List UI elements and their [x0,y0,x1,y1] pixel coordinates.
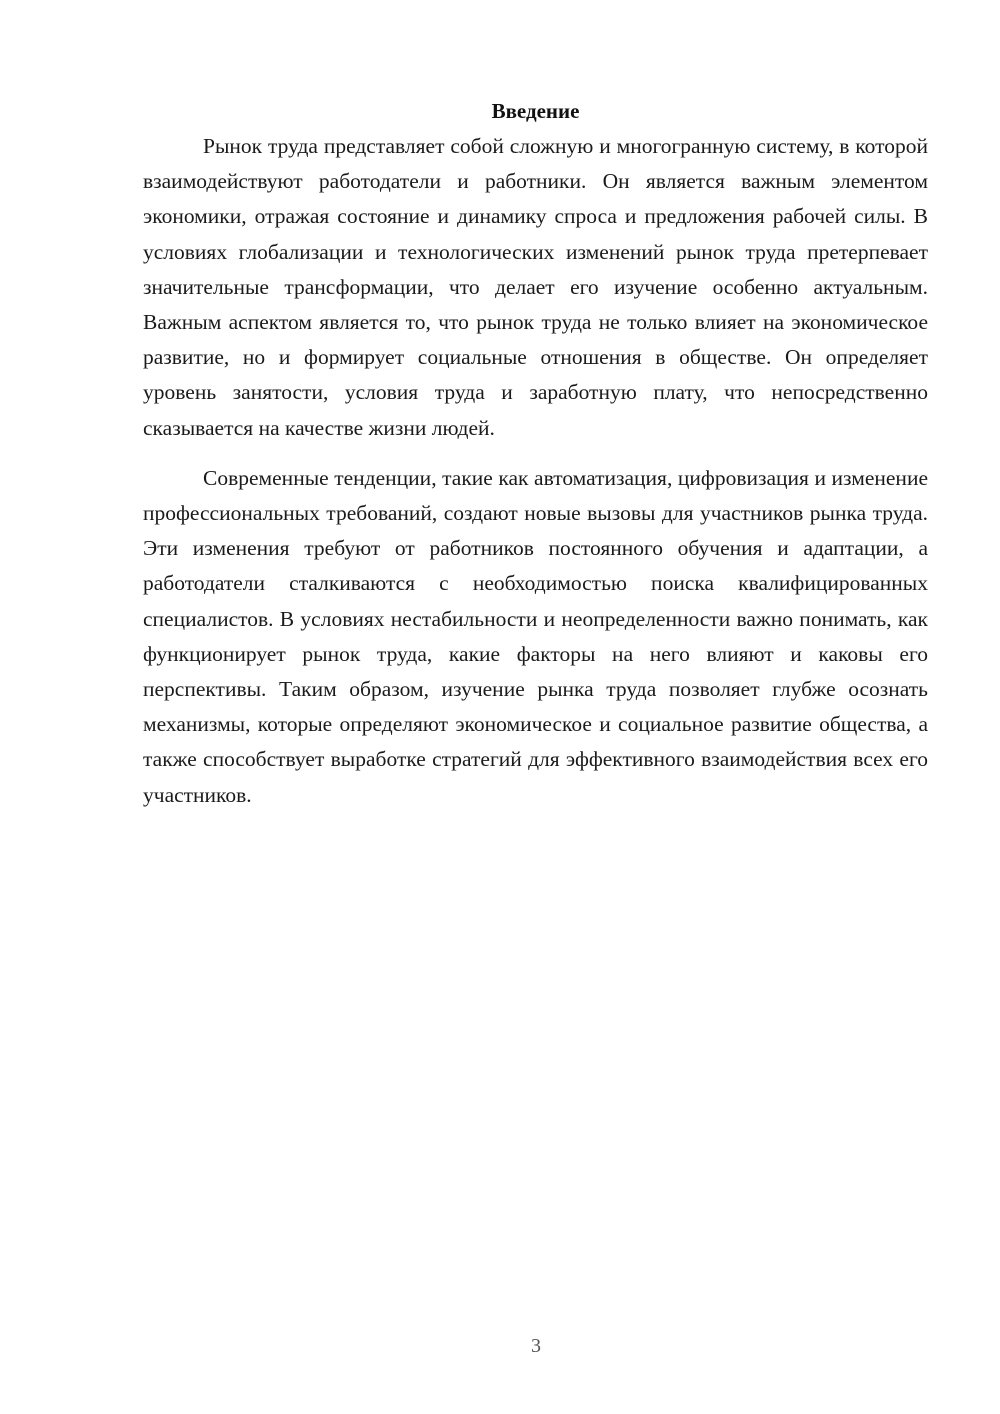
page-content [143,96,928,813]
page-number: 3 [531,1335,541,1357]
paragraph-intro: Рынок труда представляет собой сложную и многогранную систему, в которой взаимодействуют работодатели и работники. Он является важным элементом экономики, отражая состояние и динамику спроса и предложения рабочей силы. В условиях глобализации и технологических изменений рынок труда претерпевает значительные трансформации, что делает его изучение особенно актуальным. Важным аспектом является то, что рынок труда не только влияет на экономическое развитие, но и формирует социальные отношения в обществе. Он определяет уровень занятости, условия труда и заработную плату, что непосредственно сказывается на качестве жизни людей. [143,134,928,440]
paragraph-trends: Современные тенденции, такие как автоматизация, цифровизация и изменение профессиональных требований, создают новые вызовы для участников рынка труда. Эти изменения требуют от работников постоянного обучения и адаптации, а работодатели сталкиваются с необходимостью поиска квалифицированных специалистов. В условиях нестабильности и неопределенности важно понимать, как функционирует рынок труда, какие факторы на него влияют и каковы его перспективы. Таким образом, изучение рынка труда позволяет глубже осознать механизмы, которые определяют экономическое и социальное развитие общества, а также способствует выработке стратегий для эффективного взаимодействия всех его участников. [143,465,928,807]
section-title: Введение [491,99,580,123]
